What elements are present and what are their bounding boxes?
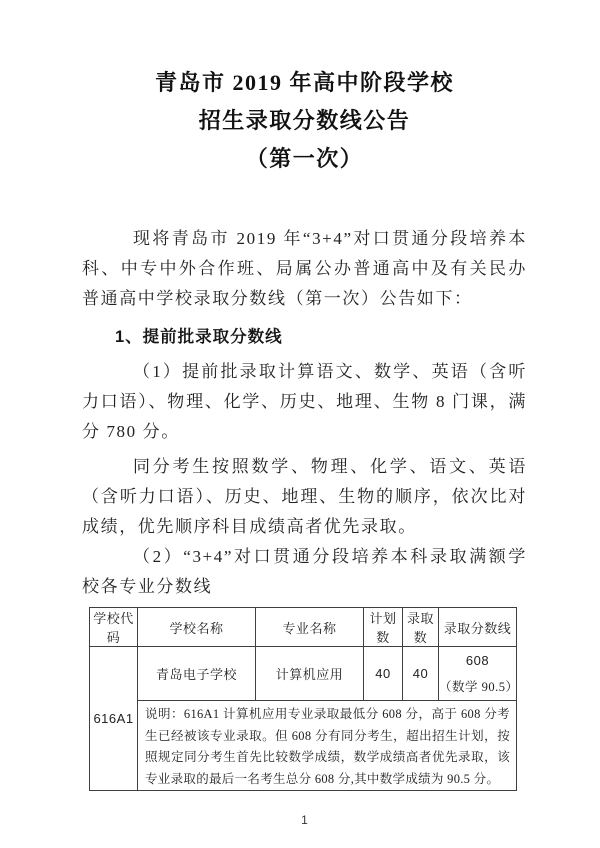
cell-school-code: 616A1 [90, 647, 138, 791]
header-score-line: 录取分数线 [439, 608, 517, 647]
header-major-name: 专业名称 [256, 608, 364, 647]
intro-paragraph: 现将青岛市 2019 年“3+4”对口贯通分段培养本科、中专中外合作班、局属公办普通高中及有关民办普通高中学校录取分数线（第一次）公告如下： [82, 229, 527, 308]
header-school-code: 学校代码 [90, 608, 138, 647]
title-line-1: 青岛市 2019 年高中阶段学校 [154, 70, 454, 95]
header-admit-count: 录取数 [403, 608, 439, 647]
title-line-3: （第一次） [245, 146, 364, 171]
document-title [82, 64, 527, 178]
table-note-row [90, 701, 517, 791]
score-detail: （数学 90.5） [439, 680, 519, 694]
score-value: 608 [465, 653, 490, 668]
page-number: 1 [301, 813, 308, 827]
score-line-table [89, 607, 517, 791]
table-header-row [90, 608, 517, 647]
section-1-heading: 1、提前批录取分数线 [115, 328, 283, 346]
cell-plan-count: 40 [364, 647, 403, 701]
paragraph-tie-break: 同分考生按照数学、物理、化学、语文、英语（含听力口语）、历史、地理、生物的顺序，依次比对成绩，优先顺序科目成绩高者优先录取。 [82, 457, 527, 536]
cell-school-name: 青岛电子学校 [138, 647, 256, 701]
table-row [90, 647, 517, 701]
cell-admit-count: 40 [403, 647, 439, 701]
paragraph-sub2: （2）“3+4”对口贯通分段培养本科录取满额学校各专业分数线 [82, 547, 527, 596]
cell-note: 说明：616A1 计算机应用专业录取最低分 608 分，高于 608 分考生已经被该专业录取。但 608 分有同分考生，超出招生计划，按照规定同分考生首先比较数学成绩，数学成绩高者优先录取，该专业录取的最后一名考生总分 608 分,其中数学成绩为 90.5 分。 [138, 701, 517, 791]
header-school-name: 学校名称 [138, 608, 256, 647]
paragraph-early-batch: （1）提前批录取计算语文、数学、英语（含听力口语）、物理、化学、历史、地理、生物 8 门课，满分 780 分。 [82, 362, 527, 441]
title-line-2: 招生录取分数线公告 [198, 108, 411, 133]
cell-score-line [439, 647, 517, 701]
cell-major: 计算机应用 [256, 647, 364, 701]
header-plan-count: 计划数 [364, 608, 403, 647]
